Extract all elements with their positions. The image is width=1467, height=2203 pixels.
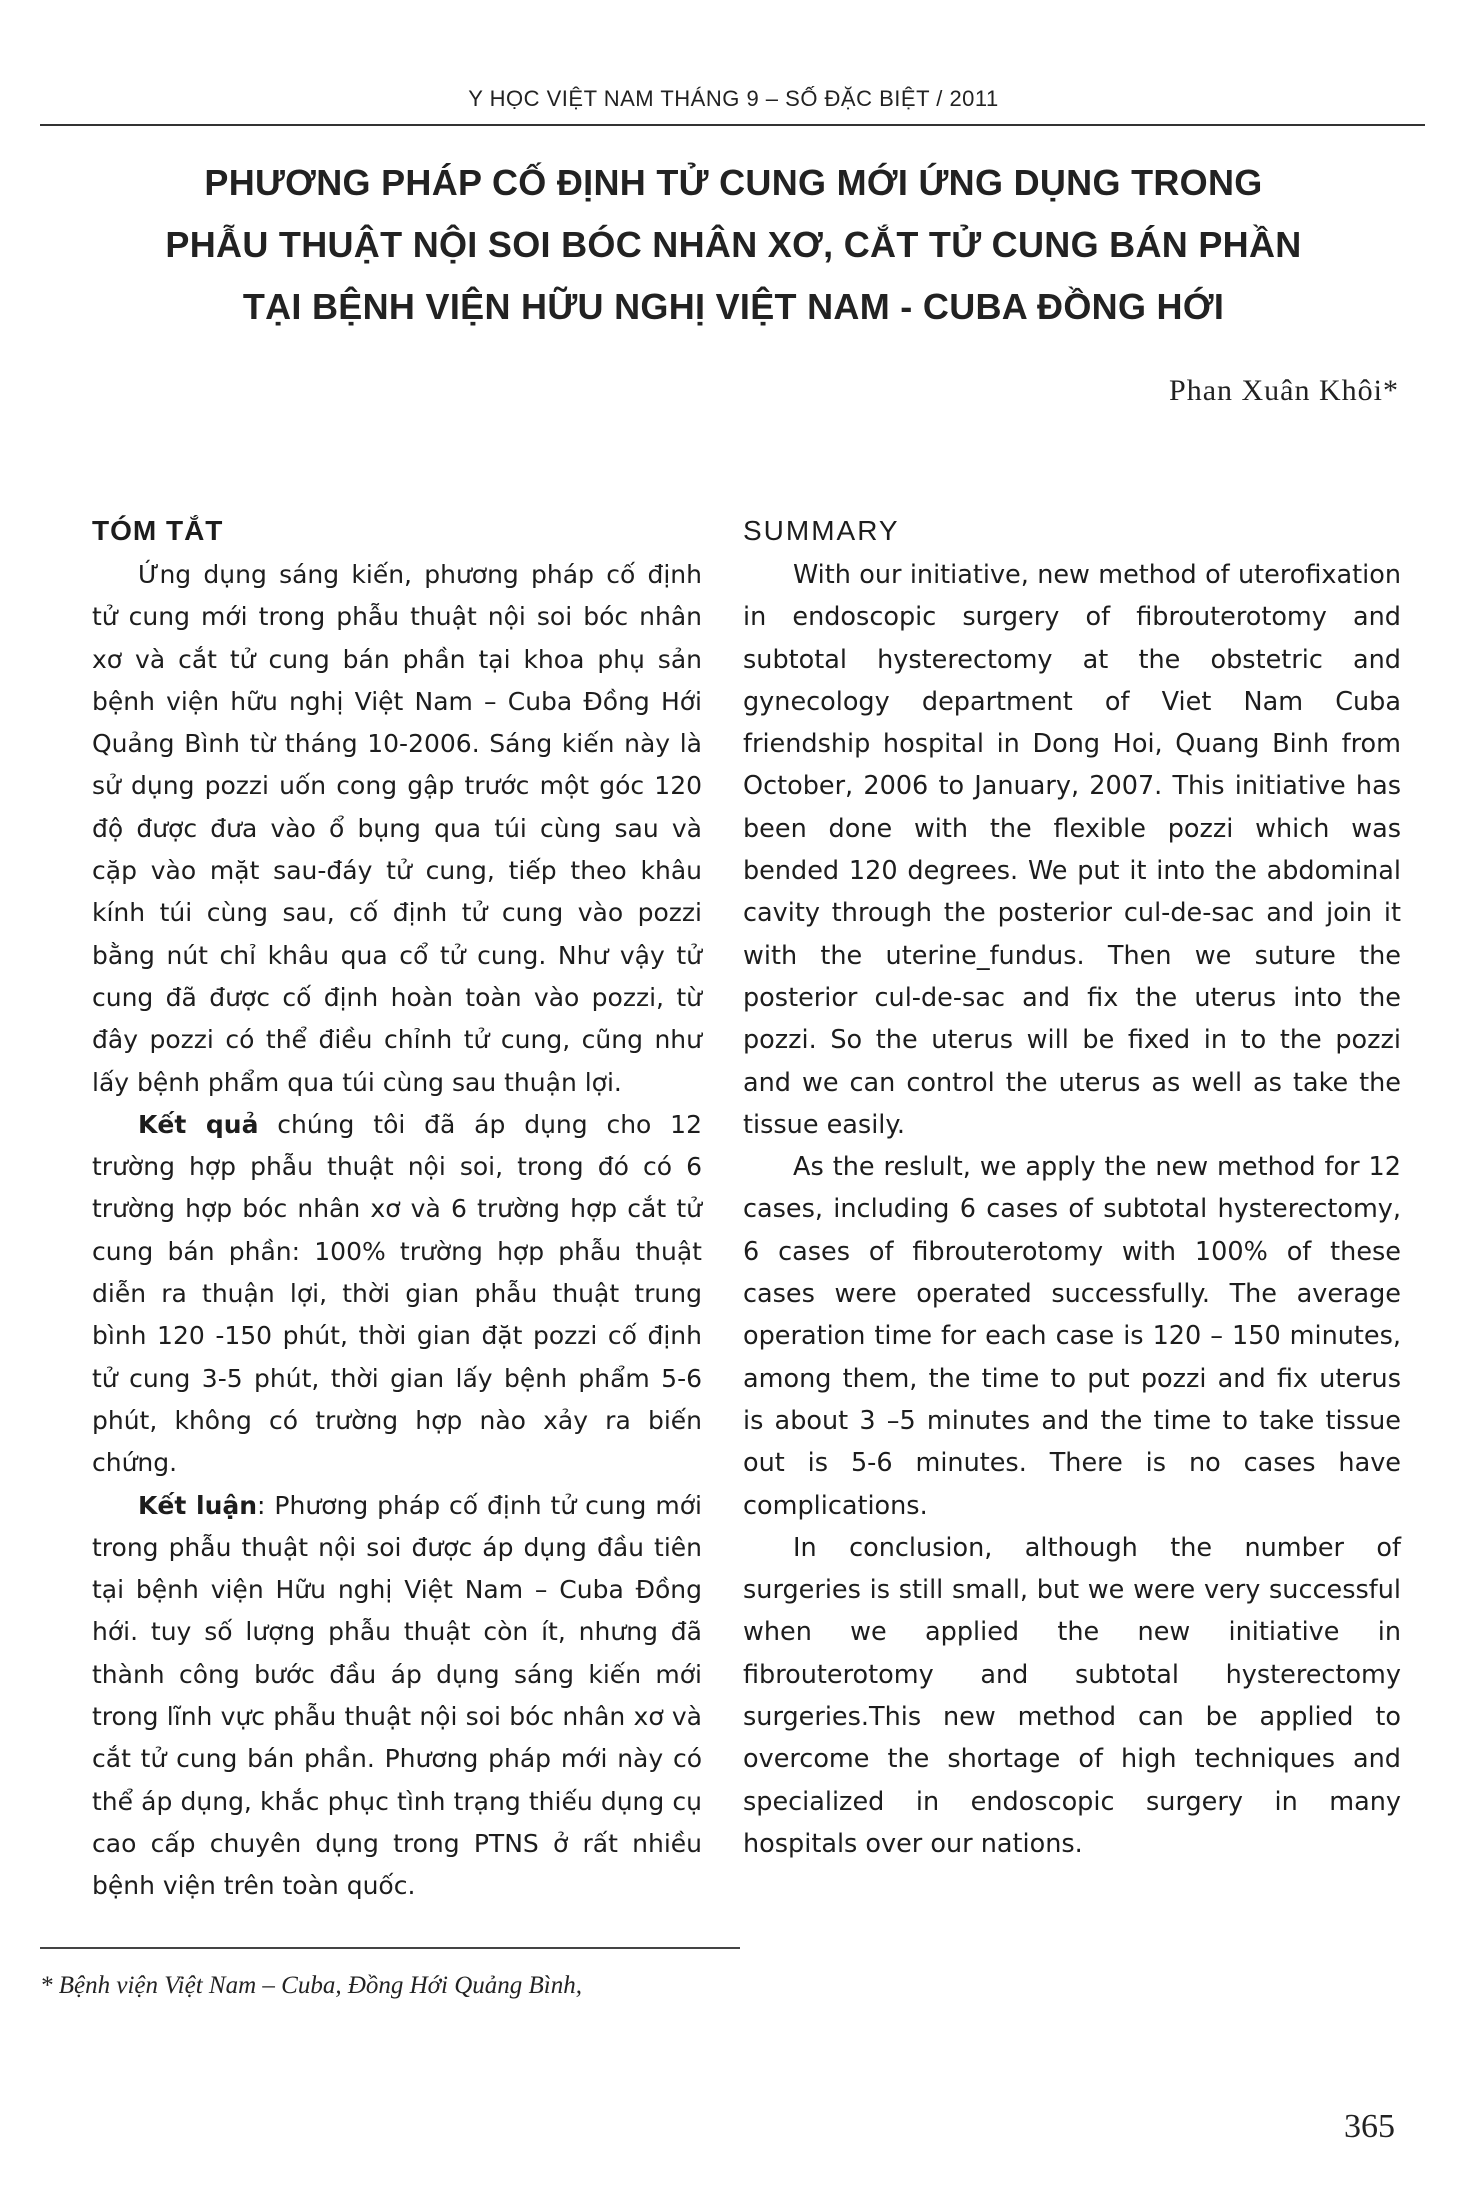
footnote-rule (40, 1947, 740, 1949)
article-title (60, 152, 1407, 338)
conclusion-label: Kết luận (138, 1490, 258, 1520)
header-rule (40, 124, 1425, 126)
abstract-heading-vi: TÓM TẮT (92, 515, 224, 546)
summary-paragraph-3: In conclusion, although the number of surgeries is still small, but we were very successful when we applied the new initiative in fibrouterotomy and subtotal hysterectomy surgeries.This new method can be applied to overcome the shortage of high techniques and specialized in endoscopic surgery in many hospitals over our nations. (743, 1532, 1401, 1859)
conclusion-text: : Phương pháp cố định tử cung mới trong phẫu thuật nội soi được áp dụng đầu tiên tại bệnh viện Hữu nghị Việt Nam – Cuba Đồng hới. tuy số lượng phẫu thuật còn ít, nhưng đã thành công bước đầu áp dụng sáng kiến mới trong lĩnh vực phẫu thuật nội soi bóc nhân xơ và cắt tử cung bán phần. Phương pháp mới này có thể áp dụng, khắc phục tình trạng thiếu dụng cụ cao cấp chuyên dụng trong PTNS ở rất nhiều bệnh viện trên toàn quốc. (92, 1490, 702, 1901)
english-summary-column (743, 510, 1401, 1865)
title-line-2: PHẪU THUẬT NỘI SOI BÓC NHÂN XƠ, CẮT TỬ CUNG BÁN PHẦN (165, 224, 1302, 265)
title-line-1: PHƯƠNG PHÁP CỐ ĐỊNH TỬ CUNG MỚI ỨNG DỤNG TRONG (204, 162, 1263, 203)
abstract-conclusion-paragraph (92, 1485, 702, 1908)
abstract-intro-paragraph: Ứng dụng sáng kiến, phương pháp cố định tử cung mới trong phẫu thuật nội soi bóc nhân xơ và cắt tử cung bán phần tại khoa phụ sản bệnh viện hữu nghị Việt Nam – Cuba Đồng Hới Quảng Bình từ tháng 10-2006. Sáng kiến này là sử dụng pozzi uốn cong gập trước một góc 120 độ được đưa vào ổ bụng qua túi cùng sau và cặp vào mặt sau-đáy tử cung, tiếp theo khâu kính túi cùng sau, cố định tử cung vào pozzi bằng nút chỉ khâu qua cổ tử cung. Như vậy tử cung đã được cố định hoàn toàn vào pozzi, từ đây pozzi có thể điều chỉnh tử cung, cũng như lấy bệnh phẩm qua túi cùng sau thuận lợi. (92, 560, 702, 1097)
summary-heading-en: SUMMARY (743, 515, 900, 546)
vietnamese-abstract-column (92, 510, 702, 1908)
title-line-3: TẠI BỆNH VIỆN HỮU NGHỊ VIỆT NAM - CUBA ĐỒNG HỚI (242, 286, 1225, 327)
author-name: Phan Xuân Khôi* (1169, 374, 1399, 407)
results-label: Kết quả (138, 1109, 259, 1139)
running-header: Y HỌC VIỆT NAM THÁNG 9 – SỐ ĐẶC BIỆT / 2011 (468, 86, 999, 111)
abstract-results-paragraph (92, 1104, 702, 1485)
affiliation-footnote: * Bệnh viện Việt Nam – Cuba, Đồng Hới Quảng Bình, (40, 1972, 582, 1999)
page-number: 365 (1344, 2108, 1395, 2145)
summary-paragraph-1: With our initiative, new method of uterofixation in endoscopic surgery of fibrouterotomy and subtotal hysterectomy at the obstetric and gynecology department of Viet Nam Cuba friendship hospital in Dong Hoi, Quang Binh from October, 2006 to January, 2007. This initiative has been done with the flexible pozzi which was bended 120 degrees. We put it into the abdominal cavity through the posterior cul-de-sac and join it with the uterine_fundus. Then we suture the posterior cul-de-sac and fix the uterus into the pozzi. So the uterus will be fixed in to the pozzi and we can control the uterus as well as take the tissue easily. (743, 560, 1401, 1140)
summary-paragraph-2: As the reslult, we apply the new method for 12 cases, including 6 cases of subtotal hysterectomy, 6 cases of fibrouterotomy with 100% of these cases were operated successfully. The average operation time for each case is 120 – 150 minutes, among them, the time to put pozzi and fix uterus is about 3 –5 minutes and the time to take tissue out is 5-6 minutes. There is no cases have complications. (743, 1152, 1401, 1521)
results-text: chúng tôi đã áp dụng cho 12 trường hợp phẫu thuật nội soi, trong đó có 6 trường hợp bóc nhân xơ và 6 trường hợp cắt tử cung bán phần: 100% trường hợp phẫu thuật diễn ra thuận lợi, thời gian phẫu thuật trung bình 120 -150 phút, thời gian đặt pozzi cố định tử cung 3-5 phút, thời gian lấy bệnh phẩm 5-6 phút, không có trường hợp nào xảy ra biến chứng. (92, 1109, 702, 1478)
